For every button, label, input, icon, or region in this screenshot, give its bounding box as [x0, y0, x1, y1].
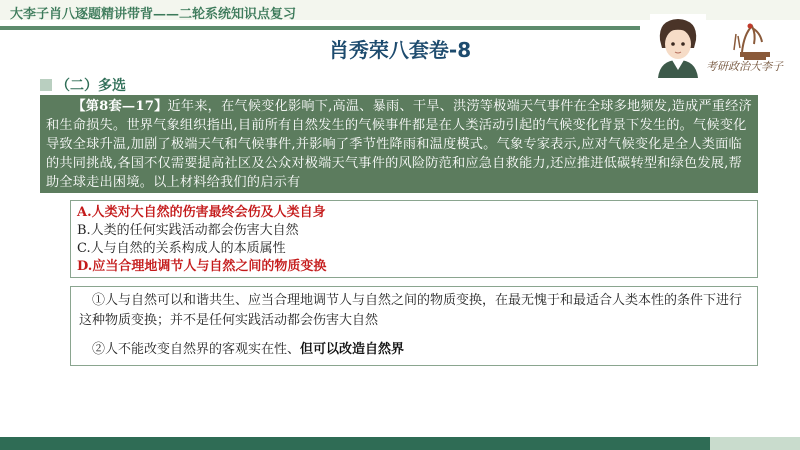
- footer-band: [0, 437, 800, 450]
- header-divider: [0, 26, 640, 30]
- page-title: 肖秀荣八套卷-8: [328, 38, 472, 62]
- analysis-point-1: ①人与自然可以和谐共生、应当合理地调节人与自然之间的物质变换，在最无愧于和最适合人类本性的条件下进行这种物质变换；并不是任何实践活动都会伤害大自然: [79, 293, 743, 328]
- option-c[interactable]: C.人与自然的关系构成人的本质属性: [77, 241, 286, 256]
- section-marker: [40, 79, 52, 91]
- question-text: 近年来，在气候变化影响下,高温、暴雨、干旱、洪涝等极端天气事件在全球多地频发,造成严重经济和生命损失。世界气象组织指出,目前所有自然发生的气候事件都是在人类活动引起的气候变化背景下发生的。气候变化导致全球升温,加剧了极端天气和气候事件,并影响了季节性降雨和温度模式。气象专家表示,应对气候变化是全人类面临的共同挑战,各国不仅需要提高社区及公众对极端天气事件的风险防范和应急自救能力,还应推进低碳转型和绿色发展,帮助全球走出困境。以上材料给我们的启示有: [46, 99, 752, 190]
- analysis-point-2-emphasis: 但可以改造自然界: [300, 342, 405, 357]
- footer-accent: [710, 437, 800, 450]
- option-d[interactable]: D.应当合理地调节人与自然之间的物质变换: [77, 259, 327, 274]
- question-tag: 【第8套—17】: [72, 99, 168, 114]
- analysis-box: [70, 286, 758, 366]
- analysis-point-2-prefix: ②人不能改变自然界的客观实在性、: [92, 342, 301, 357]
- options-box: [70, 200, 758, 278]
- avatar: [650, 14, 706, 78]
- section-label: [40, 75, 126, 95]
- logo-text: 考研政治大李子: [706, 60, 783, 73]
- section-label-text: （二）多选: [56, 78, 126, 94]
- option-a[interactable]: A.人类对大自然的伤害最终会伤及人类自身: [77, 205, 326, 220]
- analysis-point-2: [79, 340, 749, 360]
- option-b[interactable]: B.人类的任何实践活动都会伤害大自然: [77, 223, 299, 238]
- course-title: 大李子肖八逐题精讲带背——二轮系统知识点复习: [10, 7, 297, 22]
- question-box: [40, 95, 758, 193]
